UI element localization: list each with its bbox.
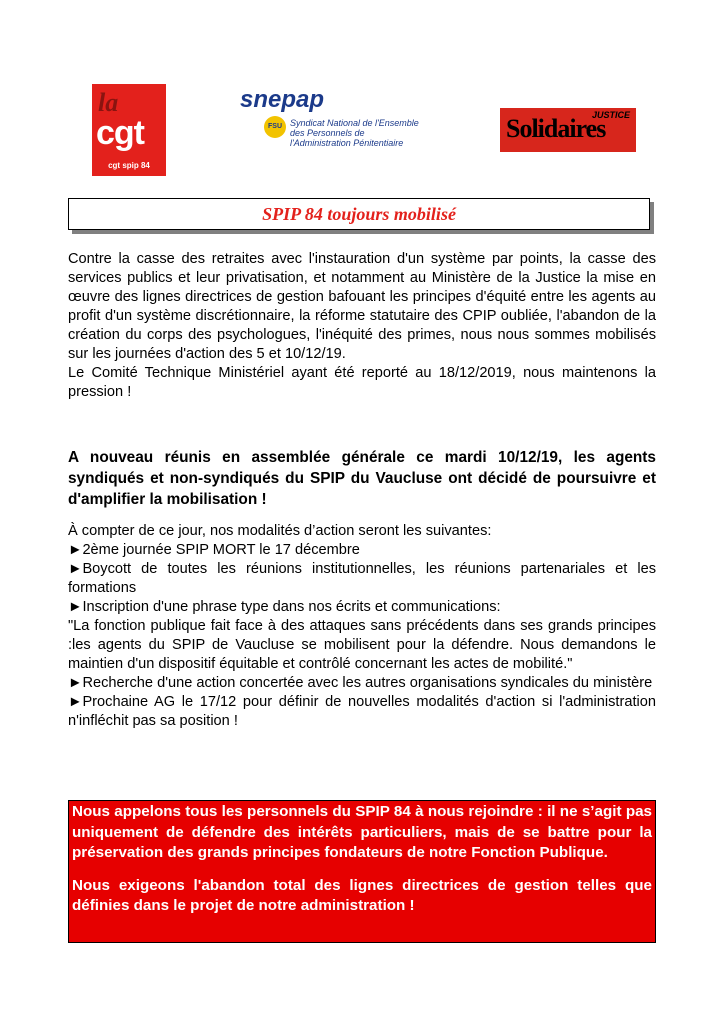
action-item: ►Boycott de toutes les réunions institutionnelles, les réunions partenariales et les formations: [68, 561, 656, 596]
appeal-text: Nous appelons tous les personnels du SPIP 84 à nous rejoindre : il ne s’agit pas uniquement de défendre des intérêts particuliers, mais de se battre pour la préservation des grands principes fondateurs de notre Fonction Publique.: [72, 803, 652, 861]
action-item: ►Inscription d'une phrase type dans nos écrits et communications:: [68, 599, 501, 615]
solidaires-logo: [500, 108, 636, 152]
action-item: ►2ème journée SPIP MORT le 17 décembre: [68, 542, 360, 558]
actions-list: [68, 522, 656, 731]
cgt-logo: [92, 84, 166, 176]
intro-text-2: Le Comité Technique Ministériel ayant été reporté au 18/12/2019, nous maintenons la pression !: [68, 365, 656, 400]
cgt-logo-sub: cgt spip 84: [108, 161, 150, 170]
cgt-logo-la: la: [98, 88, 119, 117]
appeal-box: [68, 800, 656, 943]
title-box: [68, 198, 650, 230]
action-item: ►Prochaine AG le 17/12 pour définir de nouvelles modalités d'action si l'administration n'infléchit pas sa position !: [68, 694, 656, 729]
cgt-logo-text: cgt: [96, 114, 144, 152]
snepap-logo-desc: Syndicat National de l'Ensemble des Personnels de l'Administration Pénitentiaire: [290, 118, 419, 148]
snepap-logo-name: snepap: [240, 86, 325, 113]
intro-paragraph: [68, 250, 656, 402]
fsu-badge: FSU: [264, 116, 286, 138]
page-title: SPIP 84 toujours mobilisé: [262, 204, 456, 224]
action-item: ►Recherche d'une action concertée avec les autres organisations syndicales du ministère: [68, 675, 653, 691]
solidaires-logo-justice: JUSTICE: [591, 110, 630, 120]
assembly-paragraph: A nouveau réunis en assemblée générale ce mardi 10/12/19, les agents syndiqués et non-syndiqués du SPIP du Vaucluse ont décidé de poursuivre et d'amplifier la mobilisation !: [68, 449, 656, 508]
solidaires-logo-name: Solidaires: [506, 114, 606, 143]
snepap-logo: [240, 86, 420, 156]
intro-text: Contre la casse des retraites avec l'instauration d'un système par points, la casse des services publics et leur privatisation, et notamment au Ministère de la Justice la mise en œuvre des lignes directrices de gestion bafouant les principes d'équité entre les agents au profit d'un système discrétionnaire, la réforme statutaire des CPIP oubliée, l'abandon de la création du corps des psychologues, l'inéquité des primes, nous nous sommes mobilisés sur les journées d'action des 5 et 10/12/19.: [68, 251, 656, 362]
action-quote: "La fonction publique fait face à des attaques sans précédents dans ses grands principes :les agents du SPIP de Vaucluse se mobilisent pour la défendre. Nous demandons le maintien d'un dispositif équitable et contrôlé concernant les actes de mobilité.": [68, 618, 656, 672]
demand-text: Nous exigeons l'abandon total des lignes directrices de gestion telles que définies dans le projet de notre administration !: [72, 876, 652, 914]
actions-intro: À compter de ce jour, nos modalités d’action seront les suivantes:: [68, 523, 492, 539]
